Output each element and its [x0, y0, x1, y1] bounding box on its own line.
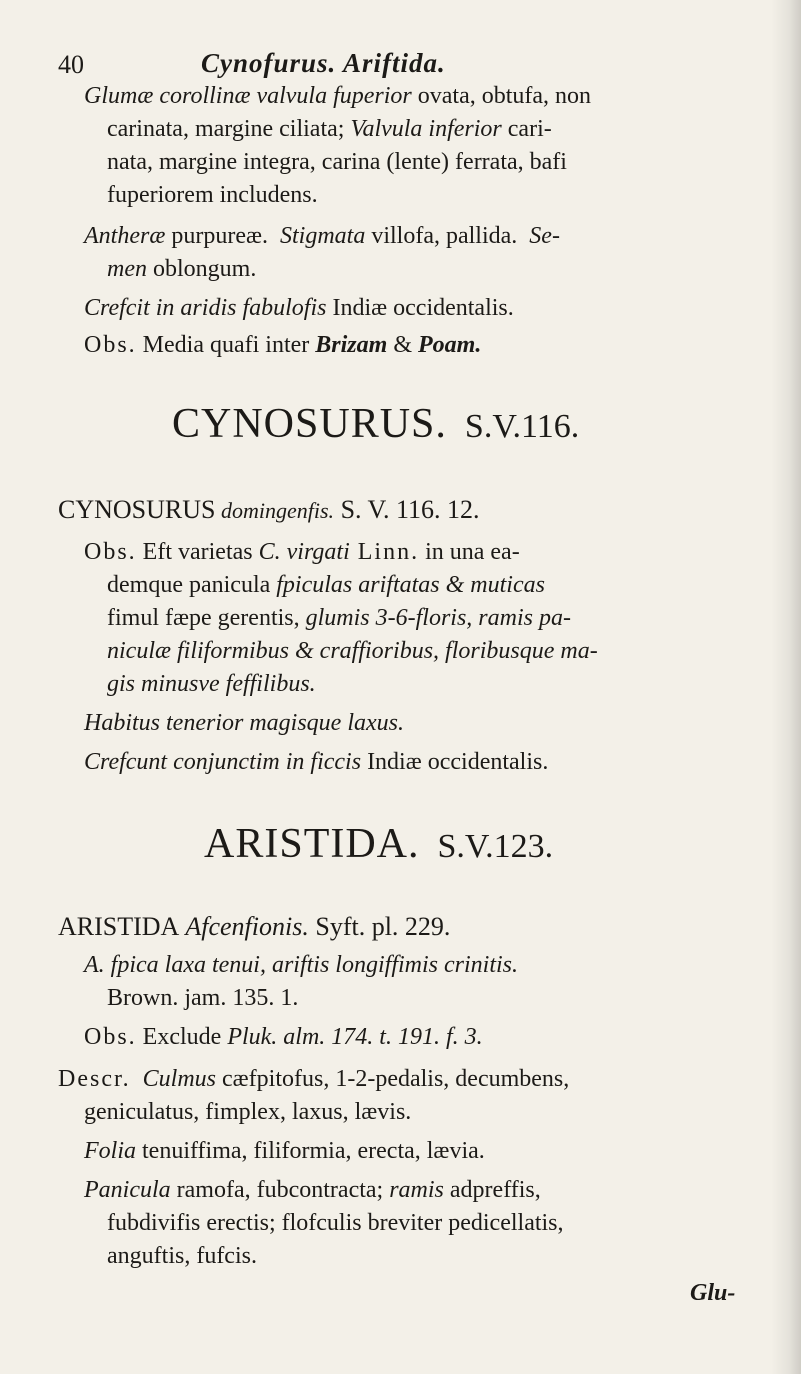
- glumae-line-3: nata, margine integra, carina (lente) ferrata, bafi: [107, 149, 567, 175]
- aristida-diagnosis-line-1: A. fpica laxa tenui, ariftis longiffimis crinitis.: [84, 952, 518, 978]
- panicula-line-3: anguftis, fufcis.: [107, 1243, 257, 1269]
- descr-line-1: Descr. Culmus cæfpitofus, 1-2-pedalis, decumbens,: [58, 1066, 570, 1092]
- antherae-line: Antheræ purpureæ. Stigmata villofa, pallida. Se-: [84, 223, 560, 249]
- aristida-obs-line: Obs. Exclude Pluk. alm. 174. t. 191. f. 3.: [84, 1024, 483, 1050]
- genus-heading-cynosurus: CYNOSURUS. S.V.116.: [172, 401, 580, 447]
- crescunt-line: Crefcunt conjunctim in ficcis Indiæ occidentalis.: [84, 749, 549, 775]
- panicula-line-2: fubdivifis erectis; flofculis breviter pedicellatis,: [107, 1210, 564, 1236]
- descr-line-2: geniculatus, fimplex, laxus, lævis.: [84, 1099, 412, 1125]
- glumae-line-1: Glumæ corollinæ valvula fuperior ovata, obtufa, non: [84, 83, 592, 109]
- species-heading-cynosurus: CYNOSURUS domingenfis. S. V. 116. 12.: [58, 495, 480, 524]
- glumae-line-4: fuperiorem includens.: [107, 182, 318, 208]
- cyn-obs-line-4: niculæ filiformibus & craffioribus, floribusque ma-: [107, 638, 598, 664]
- cyn-obs-line-5: gis minusve feffilibus.: [107, 671, 316, 697]
- habitus-line: Habitus tenerior magisque laxus.: [84, 710, 404, 736]
- aristida-diagnosis-line-2: Brown. jam. 135. 1.: [107, 985, 299, 1011]
- folia-line: Folia tenuiffima, filiformia, erecta, lævia.: [84, 1138, 485, 1164]
- cyn-obs-line-3: fimul fæpe gerentis, glumis 3-6-floris, ramis pa-: [107, 605, 571, 631]
- obs-line-1: Obs. Media quafi inter Brizam & Poam.: [84, 332, 482, 358]
- running-title: Cynofurus. Ariftida.: [201, 48, 446, 78]
- page-number: 40: [58, 50, 84, 79]
- panicula-line-1: Panicula ramofa, fubcontracta; ramis adpreffis,: [84, 1177, 541, 1203]
- genus-heading-aristida: ARISTIDA. S.V.123.: [204, 821, 554, 867]
- page-edge-shadow: [771, 0, 801, 1374]
- semen-line: men oblongum.: [107, 256, 257, 282]
- species-heading-aristida: ARISTIDA Afcenfionis. Syft. pl. 229.: [58, 912, 451, 941]
- cyn-obs-line-2: demque panicula fpiculas ariftatas & muticas: [107, 572, 545, 598]
- catchword: Glu-: [690, 1280, 736, 1306]
- cyn-obs-line-1: Obs. Eft varietas C. virgati Linn. in una ea-: [84, 539, 520, 565]
- crescit-line: Crefcit in aridis fabulofis Indiæ occidentalis.: [84, 295, 514, 321]
- glumae-line-2: carinata, margine ciliata; Valvula inferior cari-: [107, 116, 552, 142]
